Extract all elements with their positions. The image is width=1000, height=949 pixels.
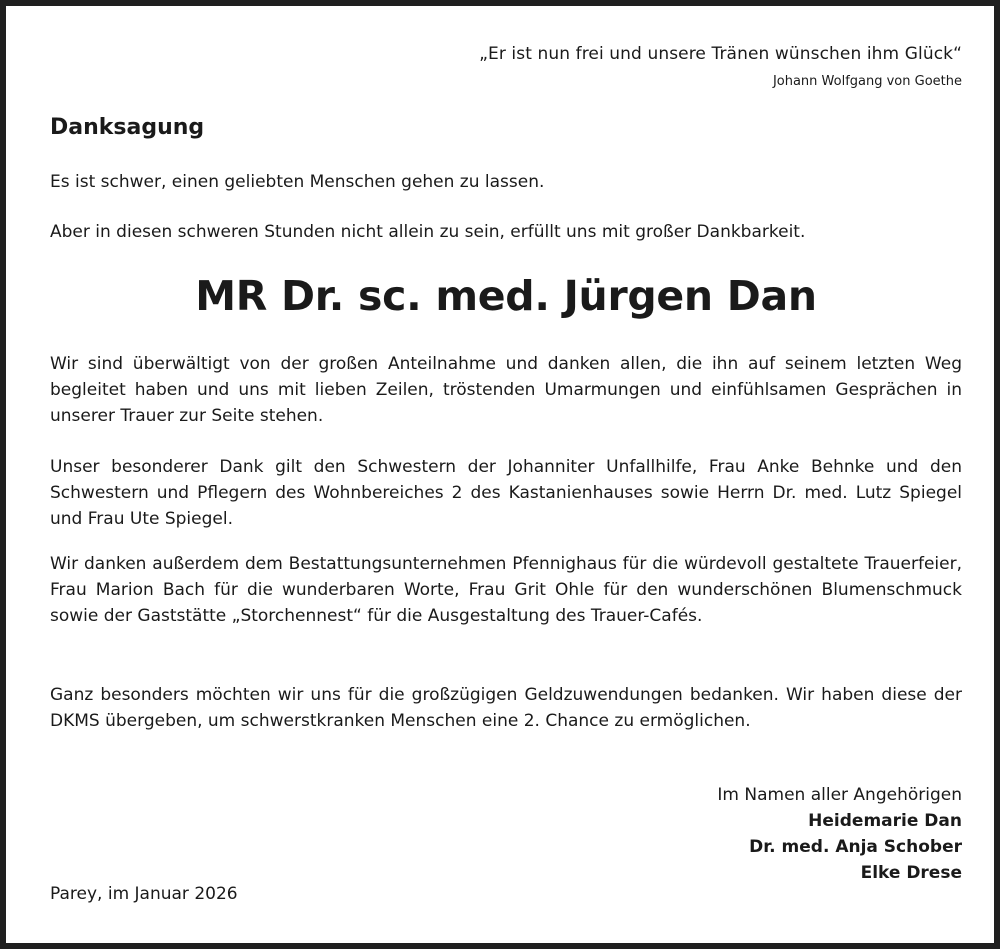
intro-line-2: Aber in diesen schweren Stunden nicht allein zu sein, erfüllt uns mit großer Dankbarkeit. (50, 222, 806, 242)
signature-name-3: Elke Drese (860, 863, 962, 883)
paragraph-3: Wir danken außerdem dem Bestattungsunternehmen Pfennighaus für die würdevoll gestaltete Trauerfeier, Frau Marion Bach für die wunderbaren Worte, Frau Grit Ohle für den wunderschönen Blumenschmuck sowie der Gaststätte „Storchennest“ für die Ausgestaltung des Trauer-Cafés. (50, 554, 962, 626)
deceased-name: MR Dr. sc. med. Jürgen Dan (195, 272, 817, 320)
signature-name-2: Dr. med. Anja Schober (749, 837, 962, 857)
place-date: Parey, im Januar 2026 (50, 884, 238, 904)
paragraph-2: Unser besonderer Dank gilt den Schwestern der Johanniter Unfallhilfe, Frau Anke Behnke und den Schwestern und Pflegern des Wohnbereiches 2 des Kastanienhauses sowie Herrn Dr. med. Lutz Spiegel und Frau Ute Spiegel. (50, 457, 962, 529)
signature-intro: Im Namen aller Angehörigen (717, 785, 962, 805)
notice-heading: Danksagung (50, 115, 205, 140)
paragraph-4: Ganz besonders möchten wir uns für die großzügigen Geldzuwendungen bedanken. Wir haben diese der DKMS übergeben, um schwerstkranken Menschen eine 2. Chance zu ermöglichen. (50, 685, 962, 731)
signature-name-1: Heidemarie Dan (808, 811, 962, 831)
signature-block (717, 782, 962, 886)
quote-author: Johann Wolfgang von Goethe (772, 74, 962, 89)
intro-line-1: Es ist schwer, einen geliebten Menschen gehen zu lassen. (50, 172, 545, 192)
quote-text: „Er ist nun frei und unsere Tränen wünschen ihm Glück“ (479, 44, 962, 64)
paragraph-1: Wir sind überwältigt von der großen Anteilnahme und danken allen, die ihn auf seinem letzten Weg begleitet haben und uns mit lieben Zeilen, tröstenden Umarmungen und einfühlsamen Gesprächen in unserer Trauer zur Seite stehen. (50, 354, 962, 426)
